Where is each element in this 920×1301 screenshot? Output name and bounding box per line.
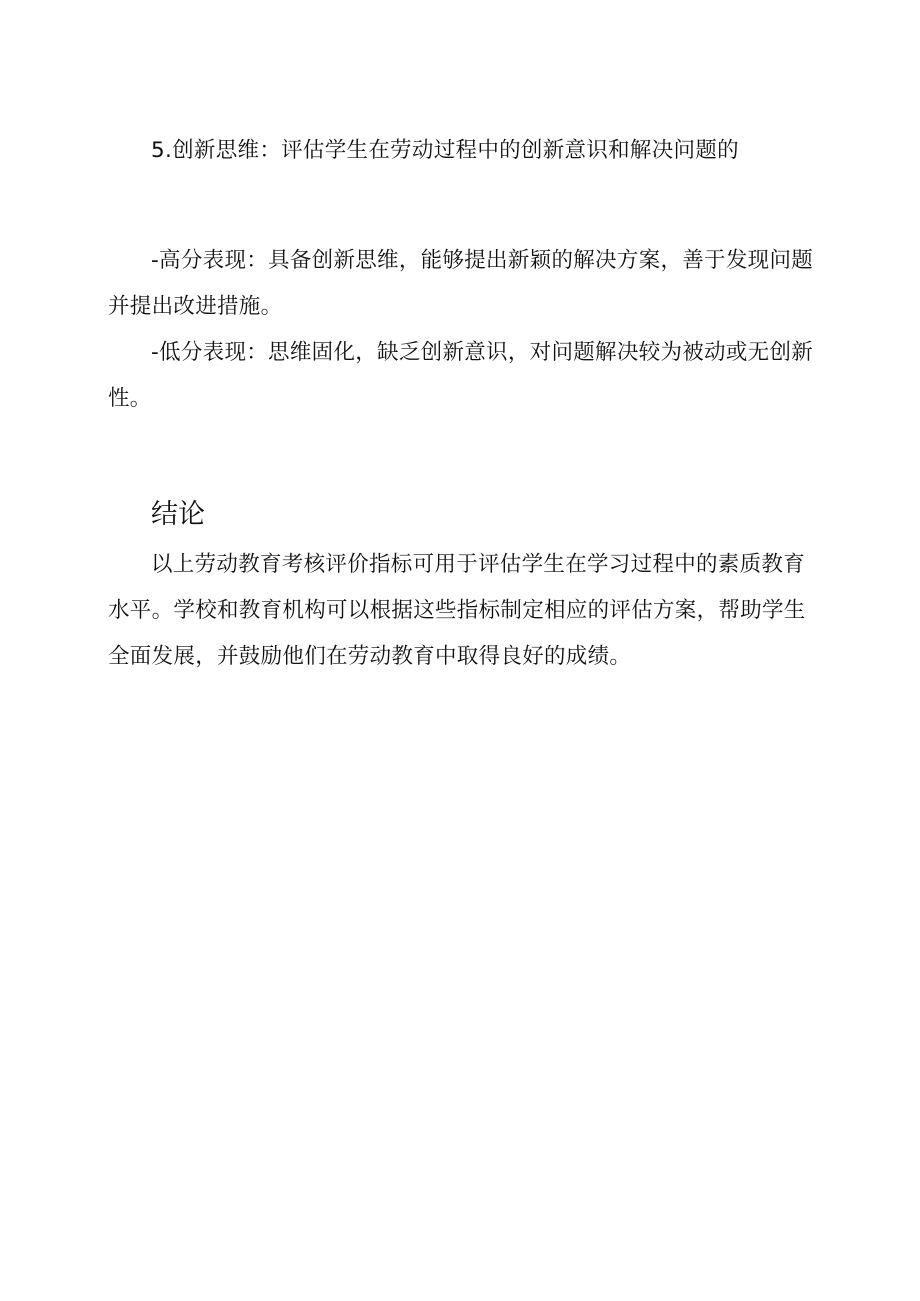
document-content [108, 128, 818, 680]
conclusion-heading: 结论 [151, 499, 205, 530]
high-score-description: -高分表现：具备创新思维，能够提出新颖的解决方案，善于发现问题并提出改进措施。 [108, 248, 814, 319]
conclusion-paragraph: 以上劳动教育考核评价指标可用于评估学生在学习过程中的素质教育水平。学校和教育机构可以根据这些指标制定相应的评估方案，帮助学生全面发展，并鼓励他们在劳动教育中取得良好的成绩。 [108, 552, 806, 669]
score-descriptions [108, 238, 818, 422]
low-score-description: -低分表现：思维固化，缺乏创新意识，对问题解决较为被动或无创新性。 [108, 340, 814, 411]
criterion-innovation-title: 5.创新思维：评估学生在劳动过程中的创新意识和解决问题的 [151, 138, 739, 163]
